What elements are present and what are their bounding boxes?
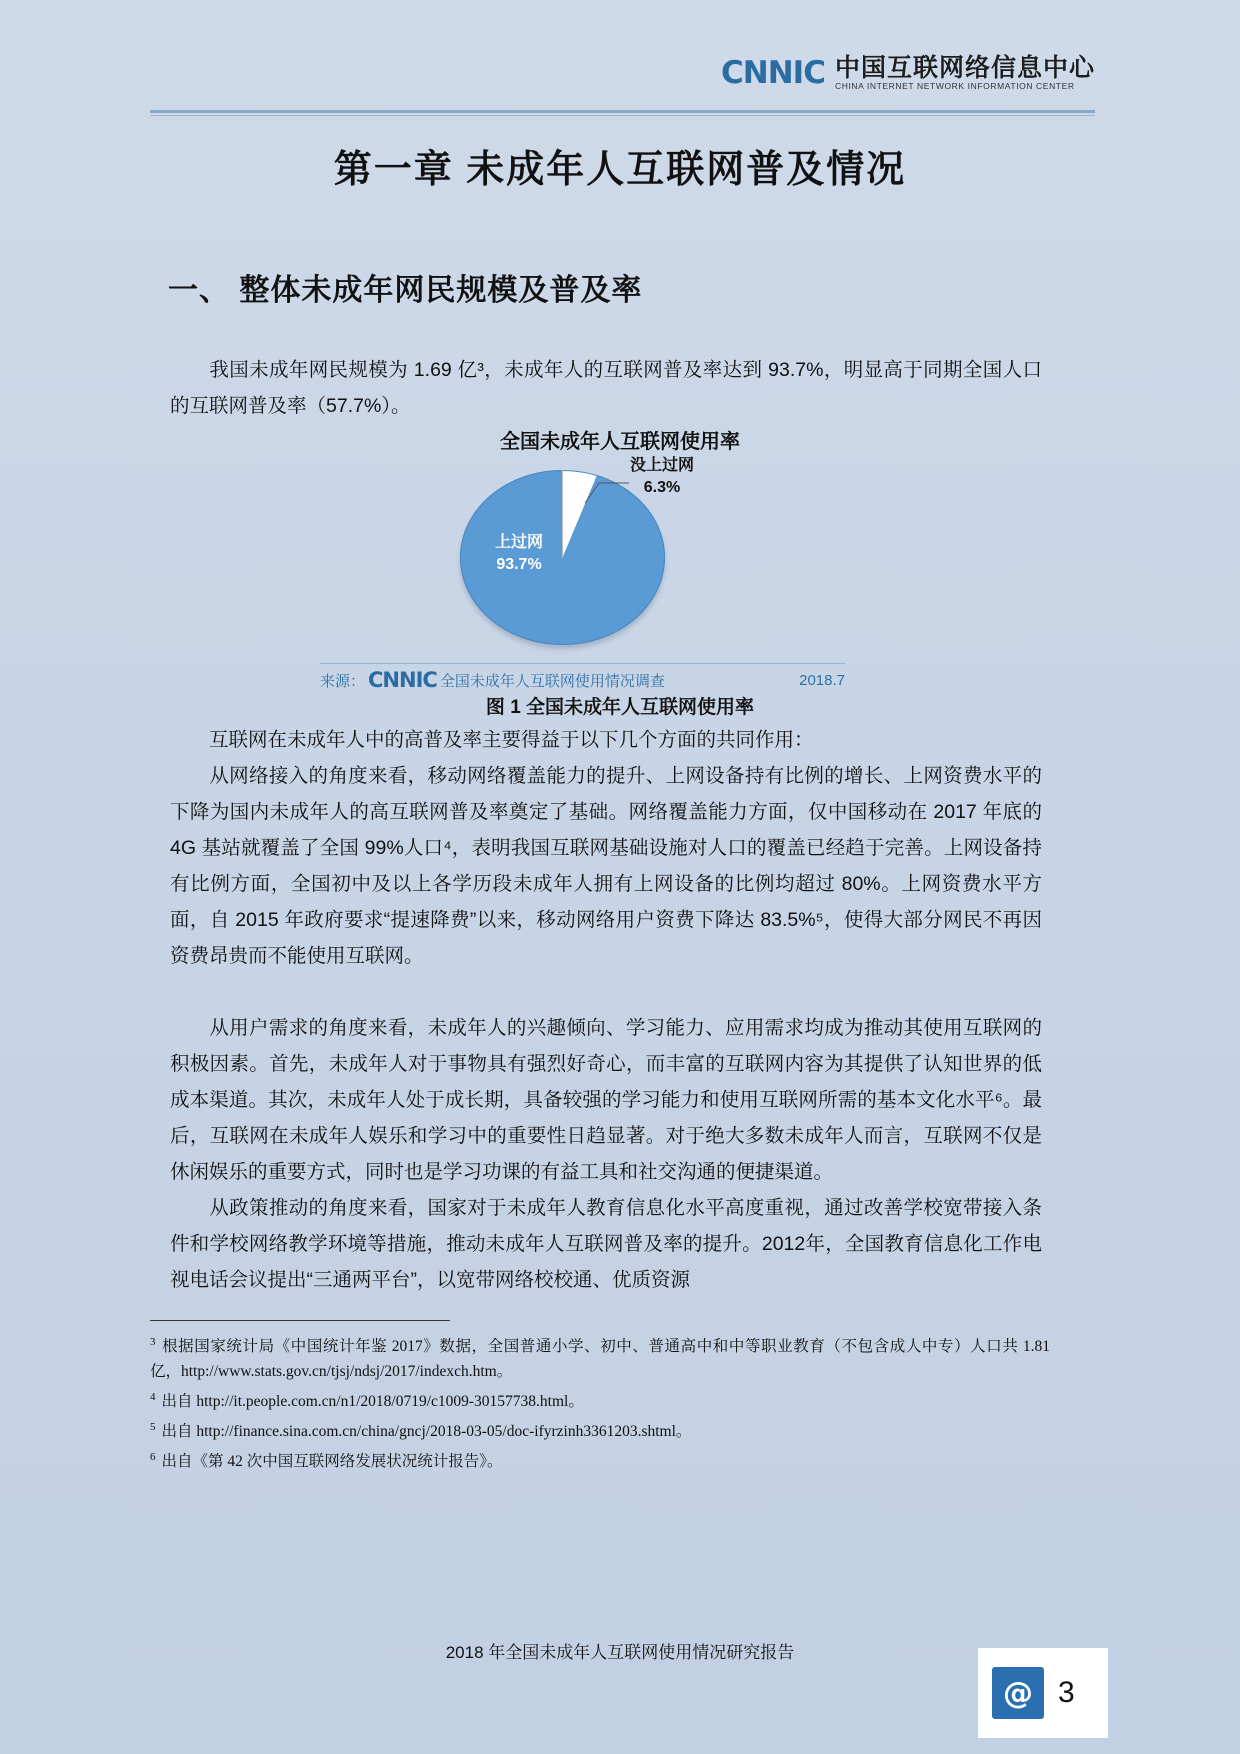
pie-label-outside <box>630 455 694 499</box>
pie-label-outside-name: 没上过网 <box>630 457 695 474</box>
paragraph-5 <box>170 1190 1042 1298</box>
cnnic-seal-glyph: @ <box>1003 1675 1033 1711</box>
footnote-item <box>150 1415 1050 1444</box>
source-text: 全国未成年人互联网使用情况调查 <box>439 672 665 690</box>
paragraph-2-text: 互联网在未成年人中的高普及率主要得益于以下几个方面的共同作用： <box>209 729 814 751</box>
source-cnnic-wordmark: CNNIC <box>368 668 437 692</box>
pie-label-inside <box>495 532 543 576</box>
header-divider <box>150 110 1095 113</box>
section-title: 一、 整体未成年网民规模及普及率 <box>168 274 643 307</box>
pie-slice-divider <box>562 470 563 558</box>
footnote-number: 6 <box>150 1451 156 1464</box>
page-header <box>150 55 1095 115</box>
paragraph-1-text: 我国未成年网民规模为 1.69 亿³，未成年人的互联网普及率达到 93.7%，明显高于同期全国人口的互联网普及率（57.7%）。 <box>170 359 1042 417</box>
pie-label-inside-name: 上过网 <box>495 534 544 551</box>
footnote-list <box>150 1330 1050 1476</box>
source-date: 2018.7 <box>799 671 845 689</box>
paragraph-3-text: 从网络接入的角度来看，移动网络覆盖能力的提升、上网设备持有比例的增长、上网资费水平的下降为国内未成年人的高互联网普及率奠定了基础。网络覆盖能力方面，仅中国移动在 2017 年底的 4G 基站就覆盖了全国 99%人口⁴，表明我国互联网基础设施对人口的覆盖已经趋于完善。上网设备持有比例方面，全国初中及以上各学历段未成年人拥有上网设备的比例均超过 80%。上网资费水平方面，自 2015 年政府要求“提速降费”以来，移动网络用户资费下降达 83.5%⁵，使得大部分网民不再因资费昂贵而不能使用互联网。 <box>170 765 1042 967</box>
source-prefix: 来源： <box>320 672 366 690</box>
footnote-divider <box>150 1320 450 1321</box>
chart-source <box>320 668 845 692</box>
footnote-item <box>150 1330 1050 1384</box>
pie-leader-line <box>583 475 631 505</box>
footnote-text: 出自 http://it.people.com.cn/n1/2018/0719/c1009-30157738.html。 <box>161 1393 584 1411</box>
pie-chart <box>340 455 900 660</box>
pie-label-outside-value: 6.3% <box>643 479 681 496</box>
cnnic-logo <box>721 55 1095 91</box>
paragraph-5-text: 从政策推动的角度来看，国家对于未成年人教育信息化水平高度重视，通过改善学校宽带接入条件和学校网络教学环境等措施，推动未成年人互联网普及率的提升。2012年，全国教育信息化工作电视电话会议提出“三通两平台”，以宽带网络校校通、优质资源 <box>170 1197 1042 1291</box>
header-divider-thin <box>150 115 1095 116</box>
paragraph-2 <box>170 722 1042 758</box>
chart-title: 全国未成年人互联网使用率 <box>500 431 740 453</box>
paragraph-4 <box>170 1010 1042 1190</box>
paragraph-3 <box>170 758 1042 974</box>
page-number: 3 <box>1058 1676 1075 1709</box>
cnnic-english-name: CHINA INTERNET NETWORK INFORMATION CENTER <box>834 81 1075 92</box>
footer-title: 2018 年全国未成年人互联网使用情况研究报告 <box>445 1643 795 1662</box>
chapter-title: 第一章 未成年人互联网普及情况 <box>333 149 907 191</box>
footnote-number: 5 <box>150 1421 156 1434</box>
page-number-badge <box>978 1648 1108 1738</box>
footnote-number: 3 <box>150 1336 156 1348</box>
footnote-text: 出自 http://finance.sina.com.cn/china/gncj/2018-03-05/doc-ifyrzinh3361203.shtml。 <box>161 1423 692 1441</box>
cnnic-chinese-name: 中国互联网络信息中心 <box>834 54 1095 82</box>
footnote-number: 4 <box>150 1391 156 1404</box>
cnnic-seal-icon <box>992 1667 1044 1719</box>
paragraph-1 <box>170 352 1042 424</box>
source-divider <box>320 663 845 664</box>
footnote-text: 根据国家统计局《中国统计年鉴 2017》数据，全国普通小学、初中、普通高中和中等职业教育（不包含成人中专）人口共 1.81 亿，http://www.stats.gov.cn/tjsj/ndsj/2017/indexch.htm。 <box>150 1338 1050 1381</box>
pie-label-inside-value: 93.7% <box>496 556 542 573</box>
cnnic-wordmark: CNNIC <box>721 55 825 92</box>
figure-caption: 图 1 全国未成年人互联网使用率 <box>485 697 755 718</box>
footnote-item <box>150 1445 1050 1474</box>
footnote-item <box>150 1385 1050 1414</box>
footnote-text: 出自《第 42 次中国互联网络发展状况统计报告》。 <box>161 1453 503 1471</box>
paragraph-4-text: 从用户需求的角度来看，未成年人的兴趣倾向、学习能力、应用需求均成为推动其使用互联网的积极因素。首先，未成年人对于事物具有强烈好奇心，而丰富的互联网内容为其提供了认知世界的低成本渠道。其次，未成年人处于成长期，具备较强的学习能力和使用互联网所需的基本文化水平⁶。最后，互联网在未成年人娱乐和学习中的重要性日趋显著。对于绝大多数未成年人而言，互联网不仅是休闲娱乐的重要方式，同时也是学习功课的有益工具和社交沟通的便捷渠道。 <box>170 1017 1042 1183</box>
